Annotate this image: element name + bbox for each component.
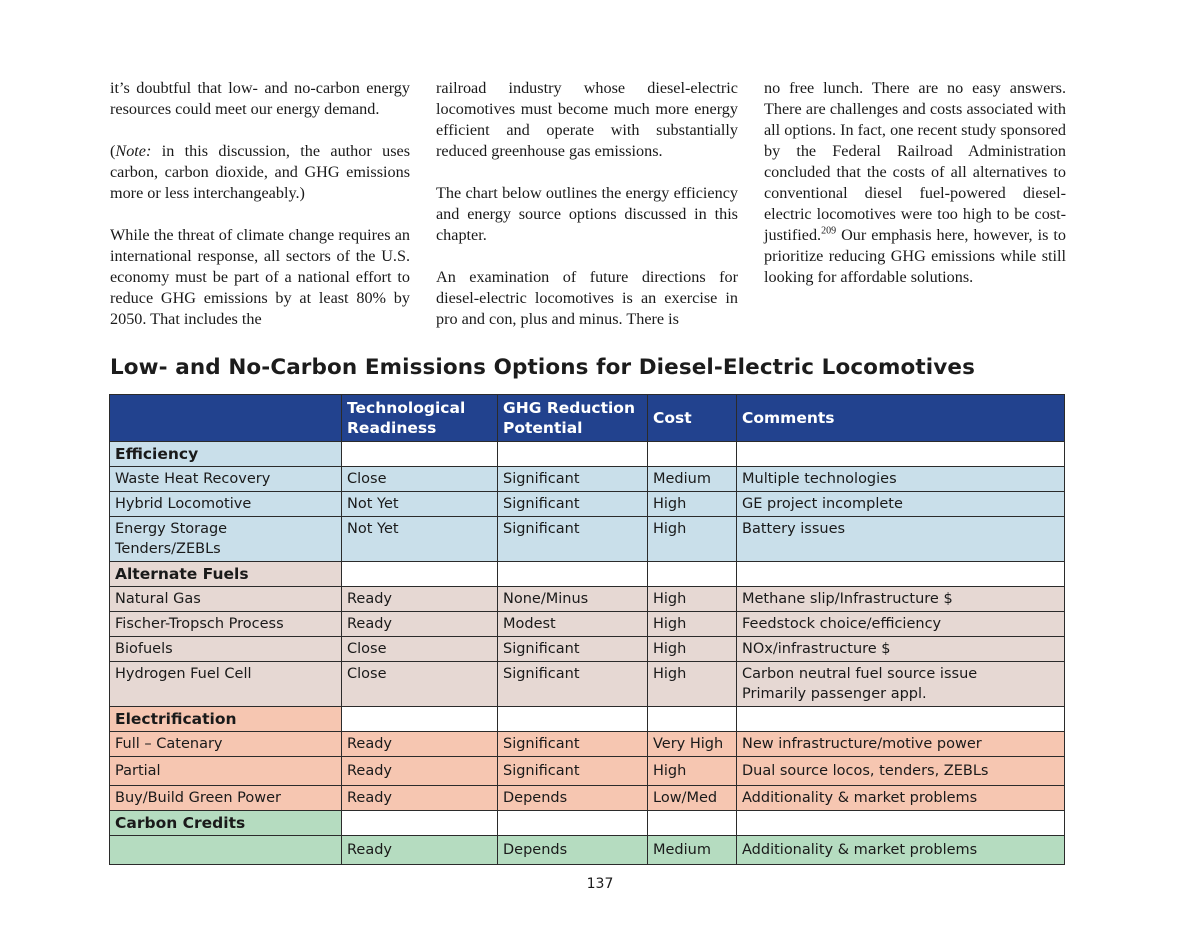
- option-name: Energy Storage Tenders/ZEBLs: [110, 517, 342, 562]
- group-name: Alternate Fuels: [110, 562, 342, 587]
- note-label: Note:: [115, 142, 152, 160]
- comment-cell: [737, 662, 1065, 707]
- footnote-ref[interactable]: 209: [821, 225, 837, 237]
- paragraph-part: Our emphasis here, however, is to prioritize reducing GHG emissions while still looking for affordable solutions.: [764, 226, 1066, 286]
- comment-cell: Battery issues: [737, 517, 1065, 562]
- readiness-cell: Close: [342, 467, 498, 492]
- ghg-cell: Significant: [498, 732, 648, 757]
- cost-cell: Very High: [648, 732, 737, 757]
- option-name: Full – Catenary: [110, 732, 342, 757]
- paragraph: railroad industry whose diesel-electric locomotives must become much more energy efficient and operate with substantially reduced greenhouse gas emissions.: [436, 79, 738, 160]
- table-row: [110, 637, 1065, 662]
- readiness-cell: Ready: [342, 732, 498, 757]
- body-text-columns: [110, 78, 1066, 340]
- cost-cell: Medium: [648, 467, 737, 492]
- cost-cell: High: [648, 587, 737, 612]
- ghg-cell: Significant: [498, 467, 648, 492]
- cost-cell: High: [648, 517, 737, 562]
- ghg-cell: Depends: [498, 836, 648, 865]
- header-comments: Comments: [737, 395, 1065, 442]
- ghg-cell: Significant: [498, 517, 648, 562]
- cost-cell: Medium: [648, 836, 737, 865]
- cost-cell: Low/Med: [648, 786, 737, 811]
- readiness-cell: Close: [342, 637, 498, 662]
- readiness-cell: Not Yet: [342, 492, 498, 517]
- paragraph: An examination of future directions for diesel-electric locomotives is an exercise in pro and con, plus and minus. There is: [436, 268, 738, 328]
- note-open-paren: (: [110, 142, 116, 160]
- comment-cell: GE project incomplete: [737, 492, 1065, 517]
- readiness-cell: Ready: [342, 786, 498, 811]
- table-title: Low- and No-Carbon Emissions Options for Diesel-Electric Locomotives: [110, 355, 975, 380]
- table-row: [110, 836, 1065, 865]
- ghg-cell: Depends: [498, 786, 648, 811]
- ghg-cell: Modest: [498, 612, 648, 637]
- paragraph: The chart below outlines the energy efficiency and energy source options discussed in this chapter.: [436, 184, 738, 244]
- cost-cell: High: [648, 662, 737, 707]
- group-row-carbon-credits: [110, 811, 1065, 836]
- comment-line: Primarily passenger appl.: [742, 686, 927, 702]
- ghg-cell: Significant: [498, 662, 648, 707]
- readiness-cell: Not Yet: [342, 517, 498, 562]
- readiness-cell: Ready: [342, 836, 498, 865]
- table-row: [110, 517, 1065, 562]
- ghg-cell: Significant: [498, 757, 648, 786]
- table-row: [110, 757, 1065, 786]
- group-name: Efficiency: [110, 442, 342, 467]
- comment-line: Carbon neutral fuel source issue: [742, 666, 978, 682]
- comment-cell: New infrastructure/motive power: [737, 732, 1065, 757]
- comment-cell: Multiple technologies: [737, 467, 1065, 492]
- paragraph-part: no free lunch. There are no easy answers. There are challenges and costs associated with all options. In fact, one recent study sponsored by the Federal Railroad Administration concluded that the costs of all alternatives to conventional diesel fuel-powered diesel-electric locomotives were too high to be cost-justified.: [764, 79, 1066, 244]
- text-column-2: [436, 78, 738, 351]
- comment-cell: Methane slip/Infrastructure $: [737, 587, 1065, 612]
- note-paragraph: [110, 141, 410, 204]
- readiness-cell: Ready: [342, 612, 498, 637]
- comment-cell: NOx/infrastructure $: [737, 637, 1065, 662]
- table-row: [110, 662, 1065, 707]
- option-name: Hybrid Locomotive: [110, 492, 342, 517]
- cost-cell: High: [648, 612, 737, 637]
- group-name: Electrification: [110, 707, 342, 732]
- table-row: [110, 587, 1065, 612]
- option-name: Fischer-Tropsch Process: [110, 612, 342, 637]
- option-name: Waste Heat Recovery: [110, 467, 342, 492]
- comment-cell: Additionality & market problems: [737, 786, 1065, 811]
- group-name: Carbon Credits: [110, 811, 342, 836]
- comment-cell: Feedstock choice/efficiency: [737, 612, 1065, 637]
- ghg-cell: None/Minus: [498, 587, 648, 612]
- options-table: [109, 394, 1065, 865]
- note-text: in this discussion, the author uses carbon, carbon dioxide, and GHG emissions more or less interchangeably.): [110, 142, 410, 202]
- paragraph: it’s doubtful that low- and no-carbon energy resources could meet our energy demand.: [110, 79, 410, 118]
- option-name: [110, 836, 342, 865]
- paragraph: [764, 78, 1066, 288]
- table-row: [110, 492, 1065, 517]
- cost-cell: High: [648, 637, 737, 662]
- paragraph: While the threat of climate change requires an international response, all sectors of the U.S. economy must be part of a national effort to reduce GHG emissions by at least 80% by 2050. That includes the: [110, 226, 410, 328]
- group-row-efficiency: [110, 442, 1065, 467]
- header-ghg-potential: GHG Reduction Potential: [498, 395, 648, 442]
- table-row: [110, 612, 1065, 637]
- text-column-3: [764, 78, 1066, 309]
- readiness-cell: Close: [342, 662, 498, 707]
- header-option: [110, 395, 342, 442]
- page-number: 137: [586, 876, 614, 892]
- option-name: Partial: [110, 757, 342, 786]
- table-row: [110, 786, 1065, 811]
- option-name: Buy/Build Green Power: [110, 786, 342, 811]
- table-header-row: [110, 395, 1065, 442]
- readiness-cell: Ready: [342, 757, 498, 786]
- comment-cell: Additionality & market problems: [737, 836, 1065, 865]
- text-column-1: [110, 78, 410, 351]
- comment-cell: Dual source locos, tenders, ZEBLs: [737, 757, 1065, 786]
- readiness-cell: Ready: [342, 587, 498, 612]
- option-name: Biofuels: [110, 637, 342, 662]
- ghg-cell: Significant: [498, 492, 648, 517]
- cost-cell: High: [648, 757, 737, 786]
- option-name: Natural Gas: [110, 587, 342, 612]
- table-row: [110, 732, 1065, 757]
- header-cost: Cost: [648, 395, 737, 442]
- table-row: [110, 467, 1065, 492]
- option-name: Hydrogen Fuel Cell: [110, 662, 342, 707]
- header-readiness: Technological Readiness: [342, 395, 498, 442]
- ghg-cell: Significant: [498, 637, 648, 662]
- group-row-electrification: [110, 707, 1065, 732]
- group-row-alternate-fuels: [110, 562, 1065, 587]
- cost-cell: High: [648, 492, 737, 517]
